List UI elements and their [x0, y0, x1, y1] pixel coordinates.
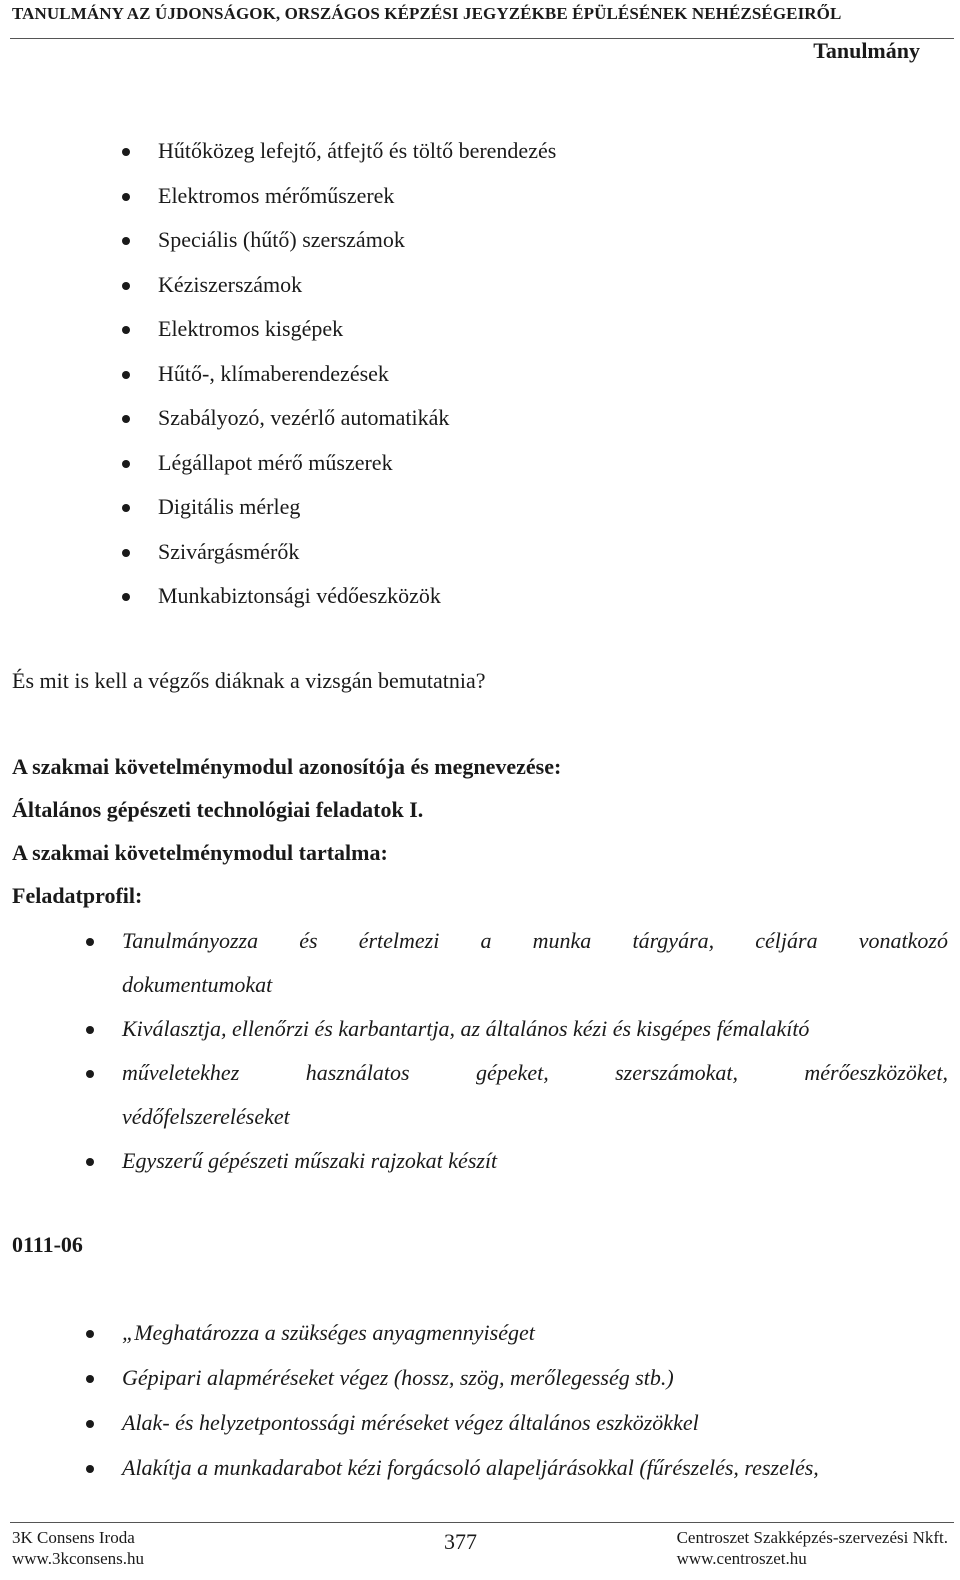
- list-item: Speciális (hűtő) szerszámok: [158, 225, 556, 270]
- footer-organization-url: www.centroszet.hu: [676, 1549, 807, 1568]
- list-item: Kiválasztja, ellenőrzi és karbantartja, az általános kézi és kisgépes fémalakító: [122, 1014, 948, 1058]
- list-item: Alak- és helyzetpontossági méréseket végez általános eszközökkel: [122, 1408, 819, 1453]
- task-profile-list: [122, 926, 948, 1190]
- document-title: TANULMÁNY AZ ÚJDONSÁGOK, ORSZÁGOS KÉPZÉSI JEGYZÉKBE ÉPÜLÉSÉNEK NEHÉZSÉGEIRŐL: [12, 4, 842, 23]
- bullet-icon: [122, 282, 130, 290]
- list-item: Hűtő-, klímaberendezések: [158, 359, 556, 404]
- bullet-icon: [122, 193, 130, 201]
- module-code: 0111-06: [12, 1232, 83, 1257]
- page-header: [10, 4, 954, 63]
- bullet-icon: [122, 237, 130, 245]
- bullet-icon: [122, 326, 130, 334]
- list-item: Digitális mérleg: [158, 492, 556, 537]
- bullet-icon: [122, 593, 130, 601]
- bullet-icon: [122, 148, 130, 156]
- list-item: Hűtőközeg lefejtő, átfejtő és töltő berendezés: [158, 136, 556, 181]
- bullet-icon: [86, 1026, 94, 1034]
- bullet-icon: [122, 371, 130, 379]
- list-item-continuation: [122, 1058, 948, 1102]
- list-item: Szivárgásmérők: [158, 537, 556, 582]
- list-item: Kéziszerszámok: [158, 270, 556, 315]
- bullet-icon: [122, 504, 130, 512]
- page-number: 377: [444, 1529, 477, 1554]
- list-item: Elektromos kisgépek: [158, 314, 556, 359]
- bullet-icon: [122, 460, 130, 468]
- list-item: Gépipari alapméréseket végez (hossz, szög, merőlegesség stb.): [122, 1363, 819, 1408]
- exam-question: És mit is kell a végzős diáknak a vizsgán bemutatnia?: [12, 668, 486, 693]
- bullet-icon: [86, 1330, 94, 1338]
- bullet-icon: [86, 1375, 94, 1383]
- list-item: Munkabiztonsági védőeszközök: [158, 581, 556, 626]
- bullet-icon: [86, 1420, 94, 1428]
- list-item: Alakítja a munkadarabot kézi forgácsoló alapeljárásokkal (fűrészelés, reszelés,: [122, 1453, 819, 1498]
- equipment-list: [158, 136, 556, 626]
- list-item-continuation: védőfelszereléseket: [122, 1104, 290, 1129]
- bullet-icon: [122, 415, 130, 423]
- justified-line: műveletekhez használatos gépeket, szerszámokat, mérőeszközöket,: [122, 1060, 948, 1085]
- module-content-label: A szakmai követelménymodul tartalma:: [12, 840, 388, 865]
- code-task-list: [122, 1318, 819, 1498]
- module-id-label: A szakmai követelménymodul azonosítója és megnevezése:: [12, 754, 562, 779]
- page-footer: [10, 1522, 954, 1573]
- bullet-icon: [86, 1070, 94, 1078]
- list-item: [122, 926, 948, 970]
- justified-line: Tanulmányozza és értelmezi a munka tárgyára, céljára vonatkozó: [122, 928, 948, 953]
- list-item-continuation: dokumentumokat: [122, 972, 273, 997]
- list-item: Légállapot mérő műszerek: [158, 448, 556, 493]
- footer-right: [677, 1527, 948, 1569]
- footer-company-url: www.3kconsens.hu: [12, 1549, 145, 1568]
- document-subtitle: Tanulmány: [813, 38, 920, 63]
- footer-company: 3K Consens Iroda: [12, 1528, 135, 1547]
- task-profile-label: Feladatprofil:: [12, 883, 143, 908]
- footer-left: [12, 1527, 144, 1569]
- bullet-icon: [122, 549, 130, 557]
- footer-organization: Centroszet Szakképzés-szervezési Nkft.: [676, 1528, 948, 1547]
- list-item: Egyszerű gépészeti műszaki rajzokat készít: [122, 1146, 948, 1190]
- module-name: Általános gépészeti technológiai feladatok I.: [12, 797, 424, 822]
- bullet-icon: [86, 1158, 94, 1166]
- bullet-icon: [86, 938, 94, 946]
- list-item: Szabályozó, vezérlő automatikák: [158, 403, 556, 448]
- list-item: Elektromos mérőműszerek: [158, 181, 556, 226]
- list-item: „Meghatározza a szükséges anyagmennyiséget: [122, 1318, 819, 1363]
- bullet-icon: [86, 1465, 94, 1473]
